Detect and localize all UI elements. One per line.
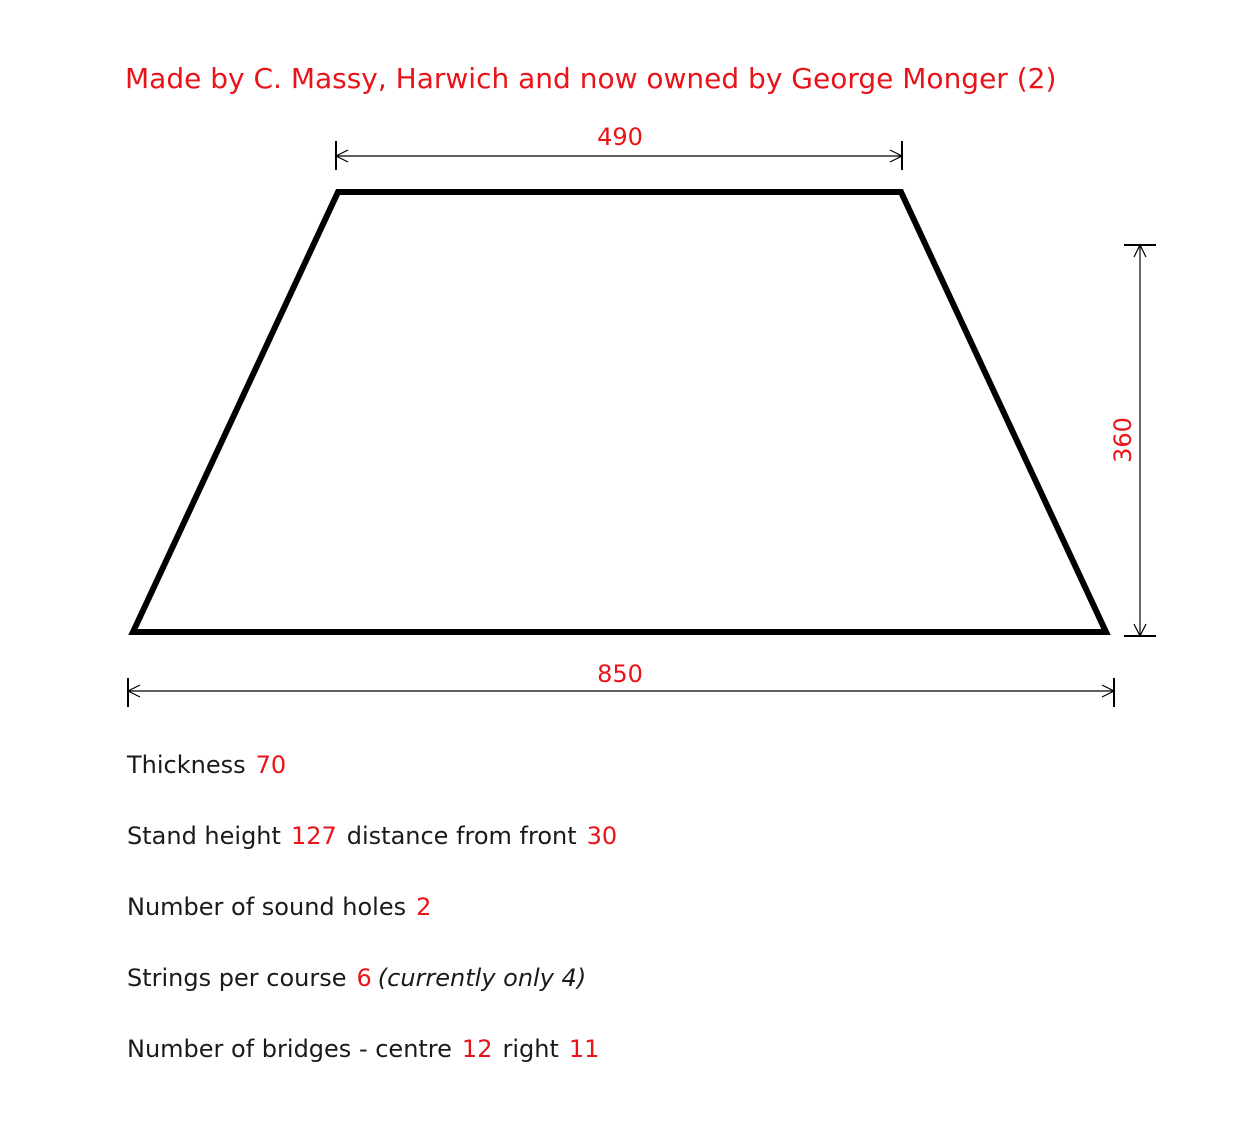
specification-list	[127, 745, 617, 1100]
bridges-right-value: 11	[568, 1035, 600, 1063]
spec-strings	[127, 958, 617, 1029]
stand-height-value: 127	[290, 822, 337, 850]
spec-stand	[127, 816, 617, 887]
trapezoid-outline	[133, 192, 1106, 632]
spec-sound-holes	[127, 887, 617, 958]
top-width-dimension	[336, 123, 902, 170]
sound-holes-value: 2	[416, 893, 432, 921]
diagram-title: Made by C. Massy, Harwich and now owned by George Monger (2)	[125, 62, 1057, 95]
sound-holes-label: Number of sound holes	[127, 893, 407, 921]
bridges-label: Number of bridges - centre	[127, 1035, 452, 1063]
spec-bridges	[127, 1029, 617, 1100]
spec-thickness	[127, 745, 617, 816]
bottom-width-dimension	[128, 660, 1114, 707]
height-dimension	[1109, 245, 1156, 636]
strings-value: 6	[356, 964, 372, 992]
bridges-centre-value: 12	[461, 1035, 493, 1063]
bottom-width-label: 850	[597, 660, 643, 688]
thickness-value: 70	[255, 751, 287, 779]
thickness-label: Thickness	[127, 751, 246, 779]
distance-value: 30	[586, 822, 618, 850]
stand-height-label: Stand height	[127, 822, 281, 850]
strings-note: (currently only 4)	[377, 964, 587, 992]
bridges-right-label: right	[502, 1035, 559, 1063]
height-label: 360	[1109, 417, 1137, 463]
distance-label: distance from front	[346, 822, 577, 850]
top-width-label: 490	[597, 123, 643, 151]
strings-label: Strings per course	[127, 964, 347, 992]
